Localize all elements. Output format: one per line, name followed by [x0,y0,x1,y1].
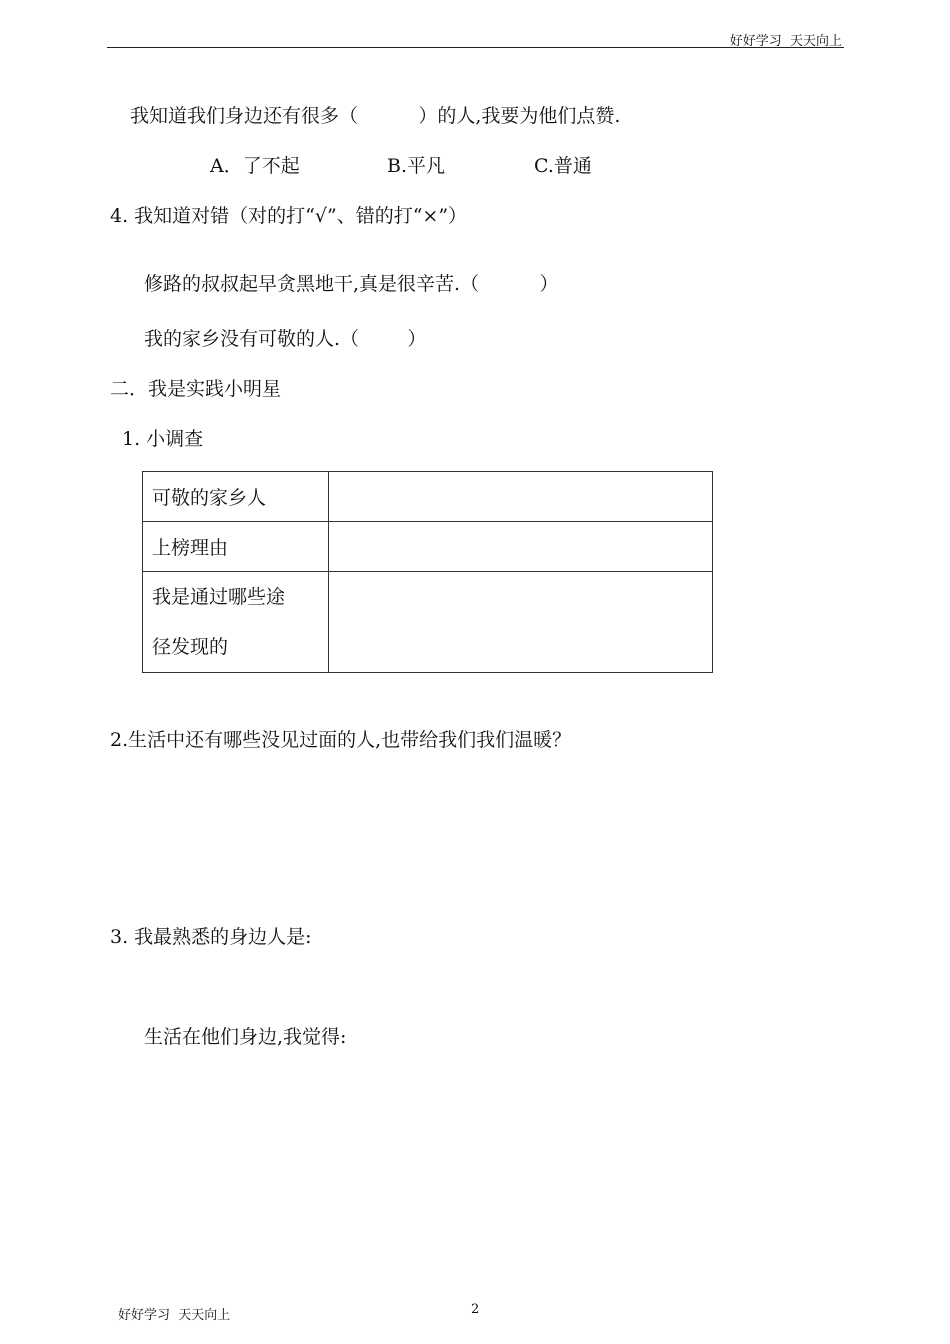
option-c: C.普通 [534,155,592,177]
q4-title: 4. 我知道对错（对的打“√”、错的打“×”） [110,205,468,227]
survey-table [142,471,713,673]
survey-title: 1. 小调查 [122,428,204,450]
page-number: 2 [471,1302,480,1317]
table-answer-cell[interactable] [329,472,713,522]
option-a: A．了不起 [210,155,300,177]
table-label-cell [143,572,329,673]
question-3: 3. 我最熟悉的身边人是: [110,926,312,948]
q4-item-2: 我的家乡没有可敬的人.（ ） [144,328,427,350]
table-label-cell [143,472,329,522]
header-divider [107,47,844,48]
question-2: 2.生活中还有哪些没见过面的人,也带给我们我们温暖？ [110,729,572,751]
label-line: 上榜理由 [152,537,229,559]
q4-item-1: 修路的叔叔起早贪黑地干,真是很辛苦.（ ） [144,273,559,295]
section-2-title: 二．我是实践小明星 [110,378,282,400]
table-row [143,472,713,522]
question-3-followup: 生活在他们身边,我觉得: [144,1026,347,1048]
label-line: 径发现的 [152,636,229,658]
option-b: B.平凡 [387,155,446,177]
label-line: 可敬的家乡人 [152,487,267,509]
table-answer-cell[interactable] [329,522,713,572]
page-footer-text: 好好学习 天天向上 [118,1308,231,1323]
table-row [143,522,713,572]
table-answer-cell[interactable] [329,572,713,673]
q3-stem: 我知道我们身边还有很多（ ）的人,我要为他们点赞. [130,105,621,127]
page-header-text: 好好学习 天天向上 [729,34,842,49]
table-row [143,572,713,673]
table-label-cell [143,522,329,572]
label-line: 我是通过哪些途 [152,586,286,608]
